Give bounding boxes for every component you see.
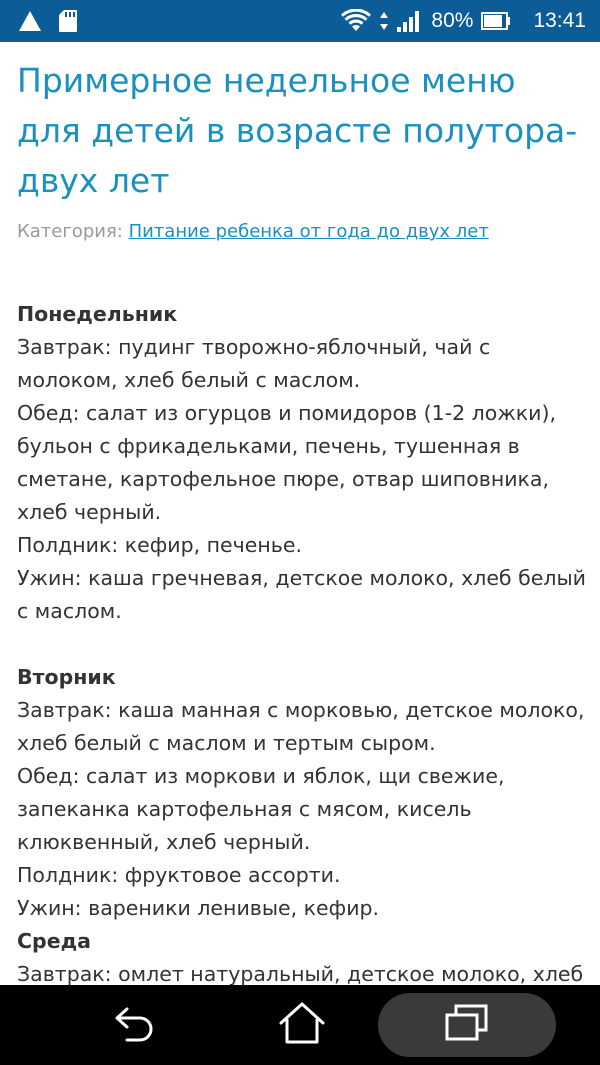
wifi-icon — [341, 9, 371, 33]
clock: 13:41 — [533, 9, 586, 32]
day-monday — [17, 298, 587, 628]
recents-button[interactable] — [378, 993, 556, 1057]
day-title: Вторник — [17, 665, 116, 689]
status-bar — [0, 0, 600, 42]
warning-triangle-icon — [18, 10, 42, 32]
battery-percent: 80% — [431, 9, 474, 32]
day-tuesday — [17, 661, 587, 925]
meal-breakfast: Завтрак: пудинг творожно-яблочный, чай с молоком, хлеб белый с маслом. — [17, 335, 491, 392]
category-label: Категория: — [17, 221, 129, 242]
day-title: Среда — [17, 929, 92, 953]
day-title: Понедельник — [17, 302, 178, 326]
article-content[interactable] — [0, 42, 600, 985]
back-icon — [113, 1003, 157, 1048]
meal-snack: Полдник: кефир, печенье. — [17, 533, 303, 557]
navigation-bar — [0, 985, 600, 1065]
meal-dinner: Ужин: каша гречневая, детское молоко, хлеб белый с маслом. — [17, 566, 586, 623]
home-icon — [278, 1001, 326, 1050]
recents-icon — [444, 1003, 490, 1048]
battery-icon — [481, 12, 511, 30]
cell-signal-icon — [397, 9, 421, 33]
category-link[interactable]: Питание ребенка от года до двух лет — [128, 221, 489, 242]
meal-snack: Полдник: фруктовое ассорти. — [17, 863, 341, 887]
back-button[interactable] — [95, 985, 175, 1065]
meal-lunch: Обед: салат из огурцов и помидоров (1-2 ложки), бульон с фрикадельками, печень, тушенная в сметане, картофельное пюре, отвар шиповника, хлеб черный. — [17, 401, 557, 524]
data-arrows-icon — [379, 10, 389, 32]
home-button[interactable] — [262, 985, 342, 1065]
article-body — [17, 298, 587, 985]
meal-lunch: Обед: салат из моркови и яблок, щи свежие, запеканка картофельная с мясом, кисель клюквенный, хлеб черный. — [17, 764, 505, 854]
status-bar-right — [341, 6, 586, 36]
meal-breakfast: Завтрак: омлет натуральный, детское молоко, хлеб — [17, 962, 584, 985]
meal-breakfast: Завтрак: каша манная с морковью, детское молоко, хлеб белый с маслом и тертым сыром. — [17, 698, 585, 755]
page-title: Примерное недельное меню для детей в возрасте полутора-двух лет — [17, 61, 578, 200]
day-wednesday — [17, 925, 587, 985]
meal-dinner: Ужин: вареники ленивые, кефир. — [17, 896, 380, 920]
sd-card-icon — [58, 9, 78, 33]
status-bar-left — [18, 8, 78, 34]
category-line — [17, 220, 489, 244]
